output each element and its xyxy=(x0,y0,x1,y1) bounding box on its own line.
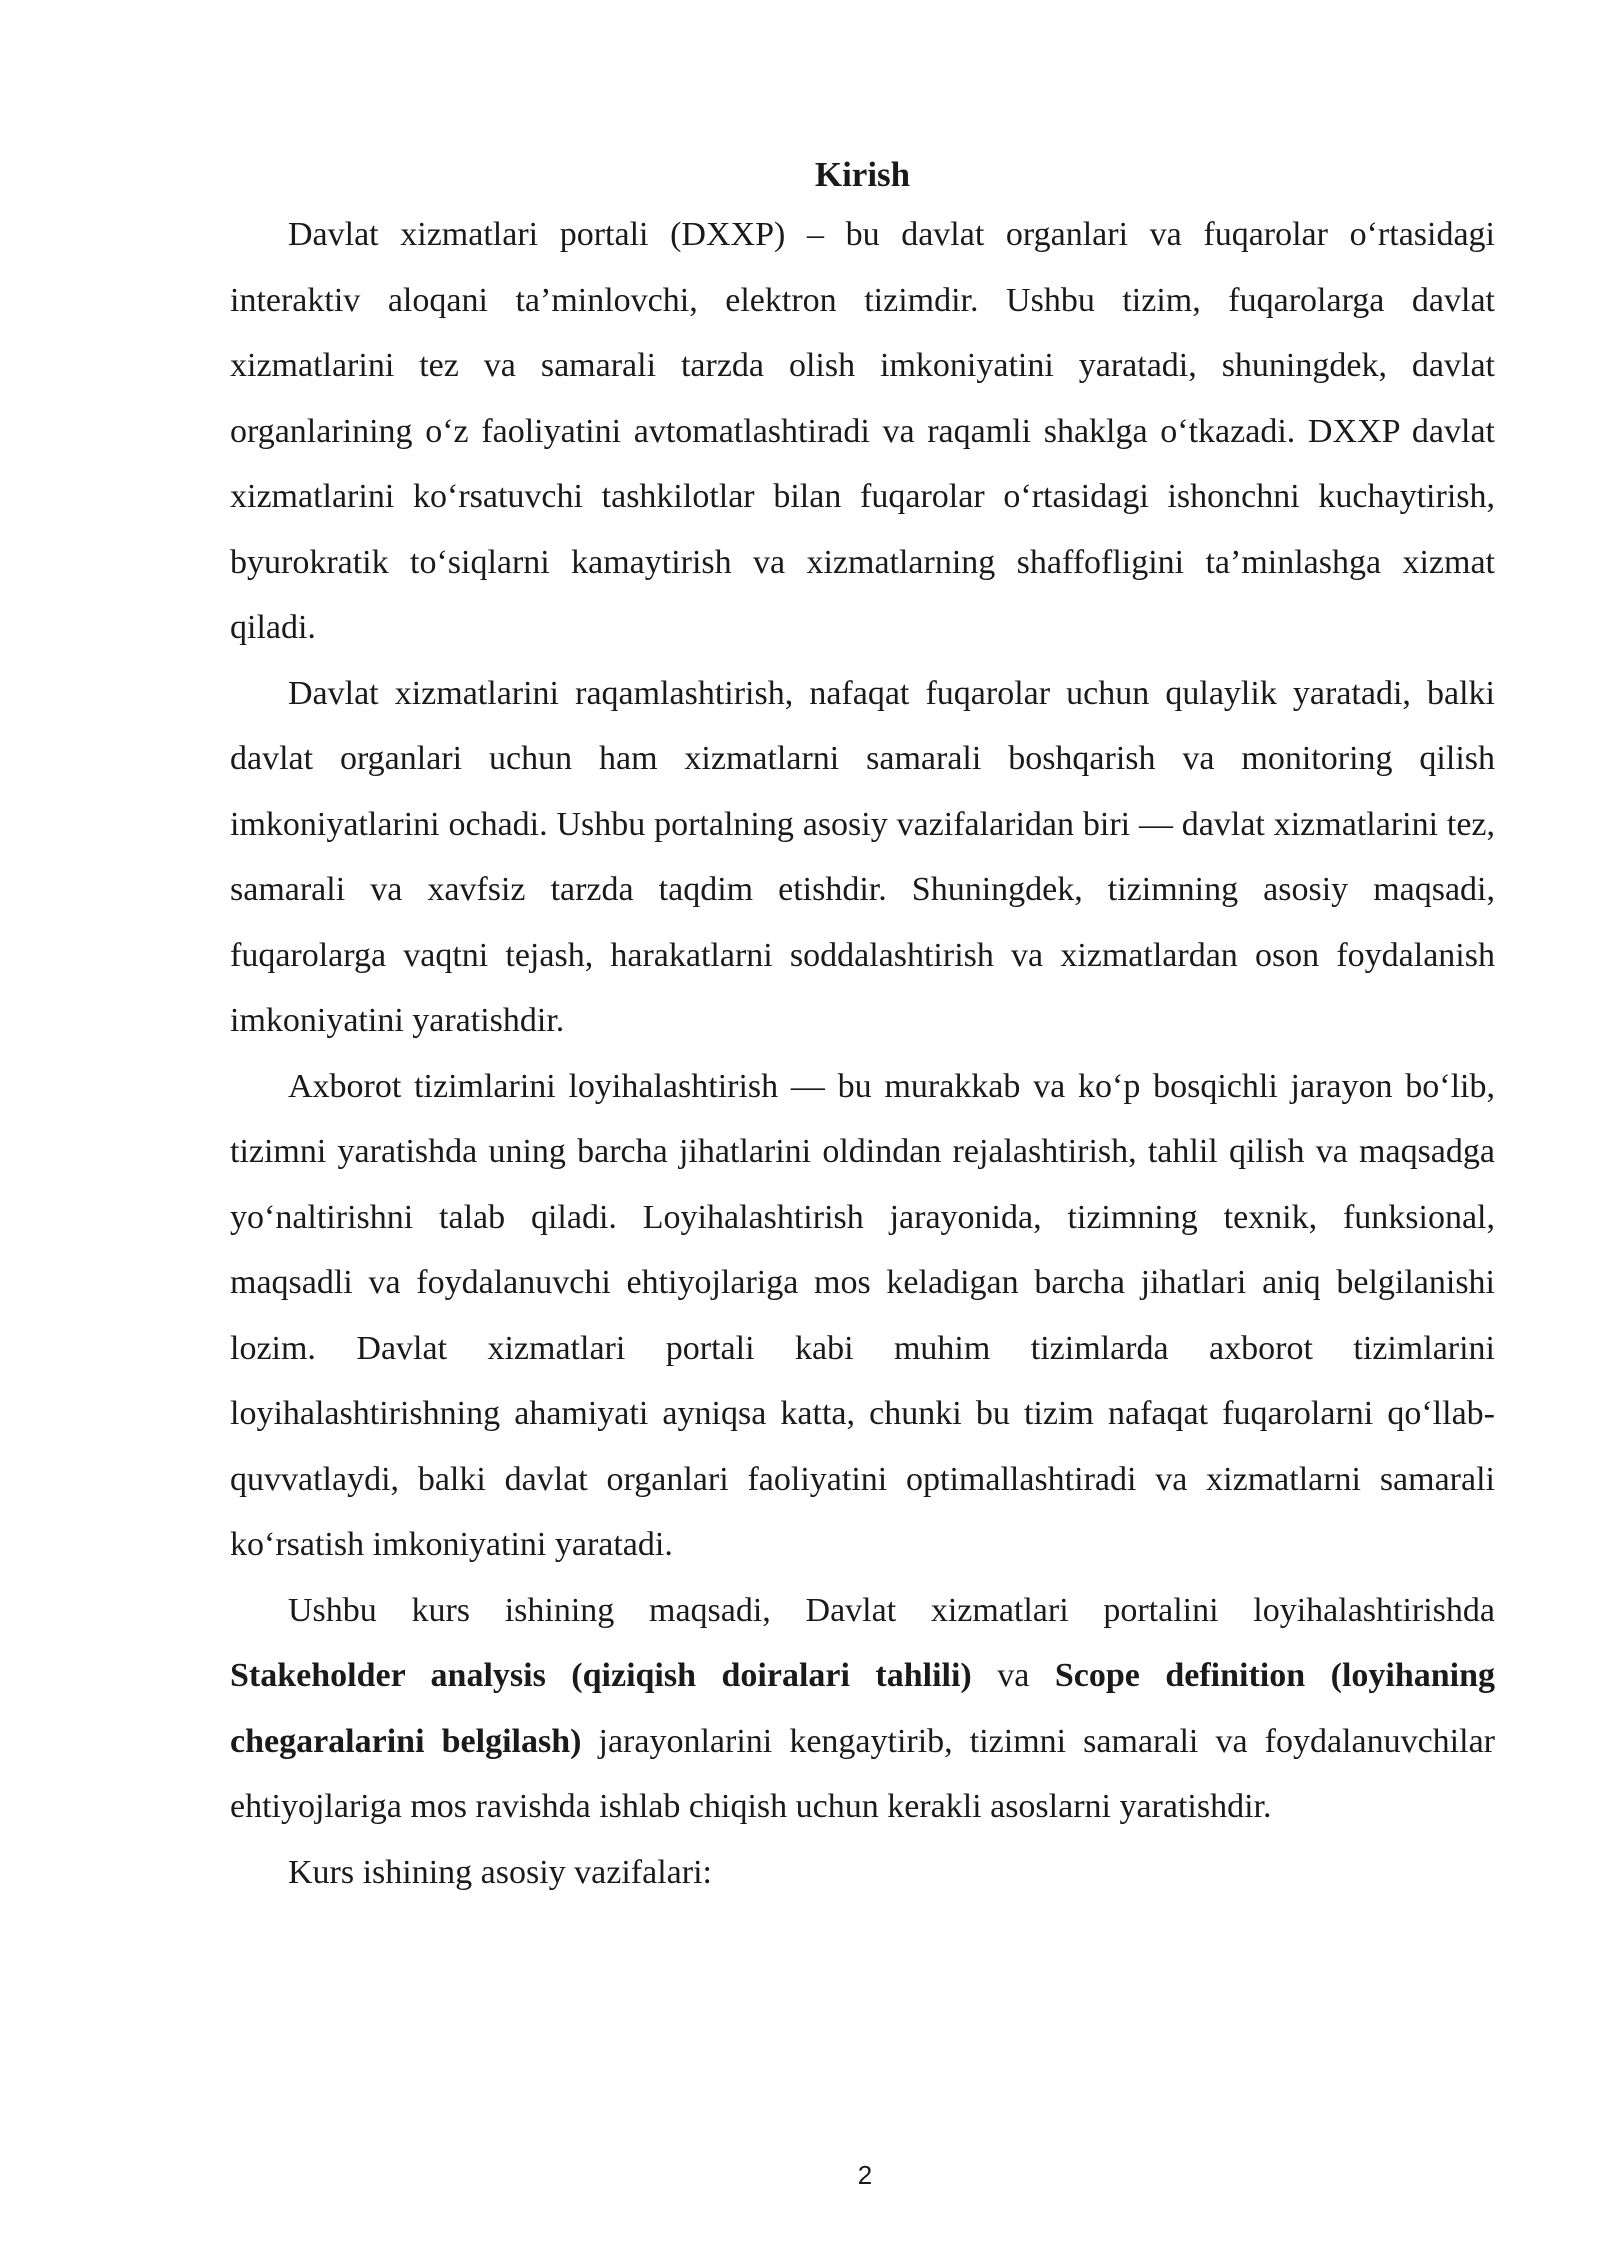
paragraph-design: Axborot tizimlarini loyihalashtirish — bu murakkab va ko‘p bosqichli jarayon bo‘lib, tizimni yaratishda uning barcha jihatlarini oldindan rejalashtirish, tahlil qilish va maqsadga yo‘naltirishni talab qiladi. Loyihalashtirish jarayonida, tizimning texnik, funksional, maqsadli va foydalanuvchi ehtiyojlariga mos keladigan barcha jihatlari aniq belgilanishi lozim. Davlat xizmatlari portali kabi muhim tizimlarda axborot tizimlarini loyihalashtirishning ahamiyati ayniqsa katta, chunki bu tizim nafaqat fuqarolarni qo‘llab-quvvatlaydi, balki davlat organlari faoliyatini optimallashtiradi va xizmatlarni samarali ko‘rsatish imkoniyatini yaratadi. xyxy=(230,1067,1495,1563)
document-page xyxy=(230,148,1495,1905)
page-number: 2 xyxy=(857,2160,873,2190)
tasks-heading: Kurs ishining asosiy vazifalari: xyxy=(288,1853,712,1891)
aim-bold-stakeholder: Stakeholder analysis (qiziqish doiralari tahlili) xyxy=(230,1657,972,1694)
aim-intro-text: Ushbu kurs ishining maqsadi, Davlat xizmatlari portalini loyihalashtirishda xyxy=(288,1591,1495,1629)
aim-end-text: jarayonlarini kengaytirib, tizimni samarali va foydalanuvchilar ehtiyojlariga mos ravishda ishlab chiqish uchun kerakli asoslarni yaratishdir. xyxy=(230,1722,1495,1825)
paragraph-dxxp-intro: Davlat xizmatlari portali (DXXP) – bu davlat organlari va fuqarolar o‘rtasidagi interaktiv aloqani ta’minlovchi, elektron tizimdir. Ushbu tizim, fuqarolarga davlat xizmatlarini tez va samarali tarzda olish imkoniyatini yaratadi, shuningdek, davlat organlarining o‘z faoliyatini avtomatlashtiradi va raqamli shaklga o‘tkazadi. DXXP davlat xizmatlarini ko‘rsatuvchi tashkilotlar bilan fuqarolar o‘rtasidagi ishonchni kuchaytirish, byurokratik to‘siqlarni kamaytirish va xizmatlarning shaffofligini ta’minlashga xizmat qiladi. xyxy=(230,216,1495,646)
section-title: Kirish xyxy=(814,155,911,194)
aim-middle-text: va xyxy=(971,1657,1055,1694)
aim-bold-scope: Scope definition (loyihaning chegaralarini belgilash) xyxy=(230,1657,1496,1760)
paragraph-digitalization: Davlat xizmatlarini raqamlashtirish, nafaqat fuqarolar uchun qulaylik yaratadi, balki davlat organlari uchun ham xizmatlarni samarali boshqarish va monitoring qilish imkoniyatlarini ochadi. Ushbu portalning asosiy vazifalaridan biri — davlat xizmatlarini tez, samarali va xavfsiz tarzda taqdim etishdir. Shuningdek, tizimning asosiy maqsadi, fuqarolarga vaqtni tejash, harakatlarni soddalashtirish va xizmatlardan oson foydalanish imkoniyatini yaratishdir. xyxy=(230,674,1495,1039)
paragraph-aim xyxy=(230,1578,1495,1840)
